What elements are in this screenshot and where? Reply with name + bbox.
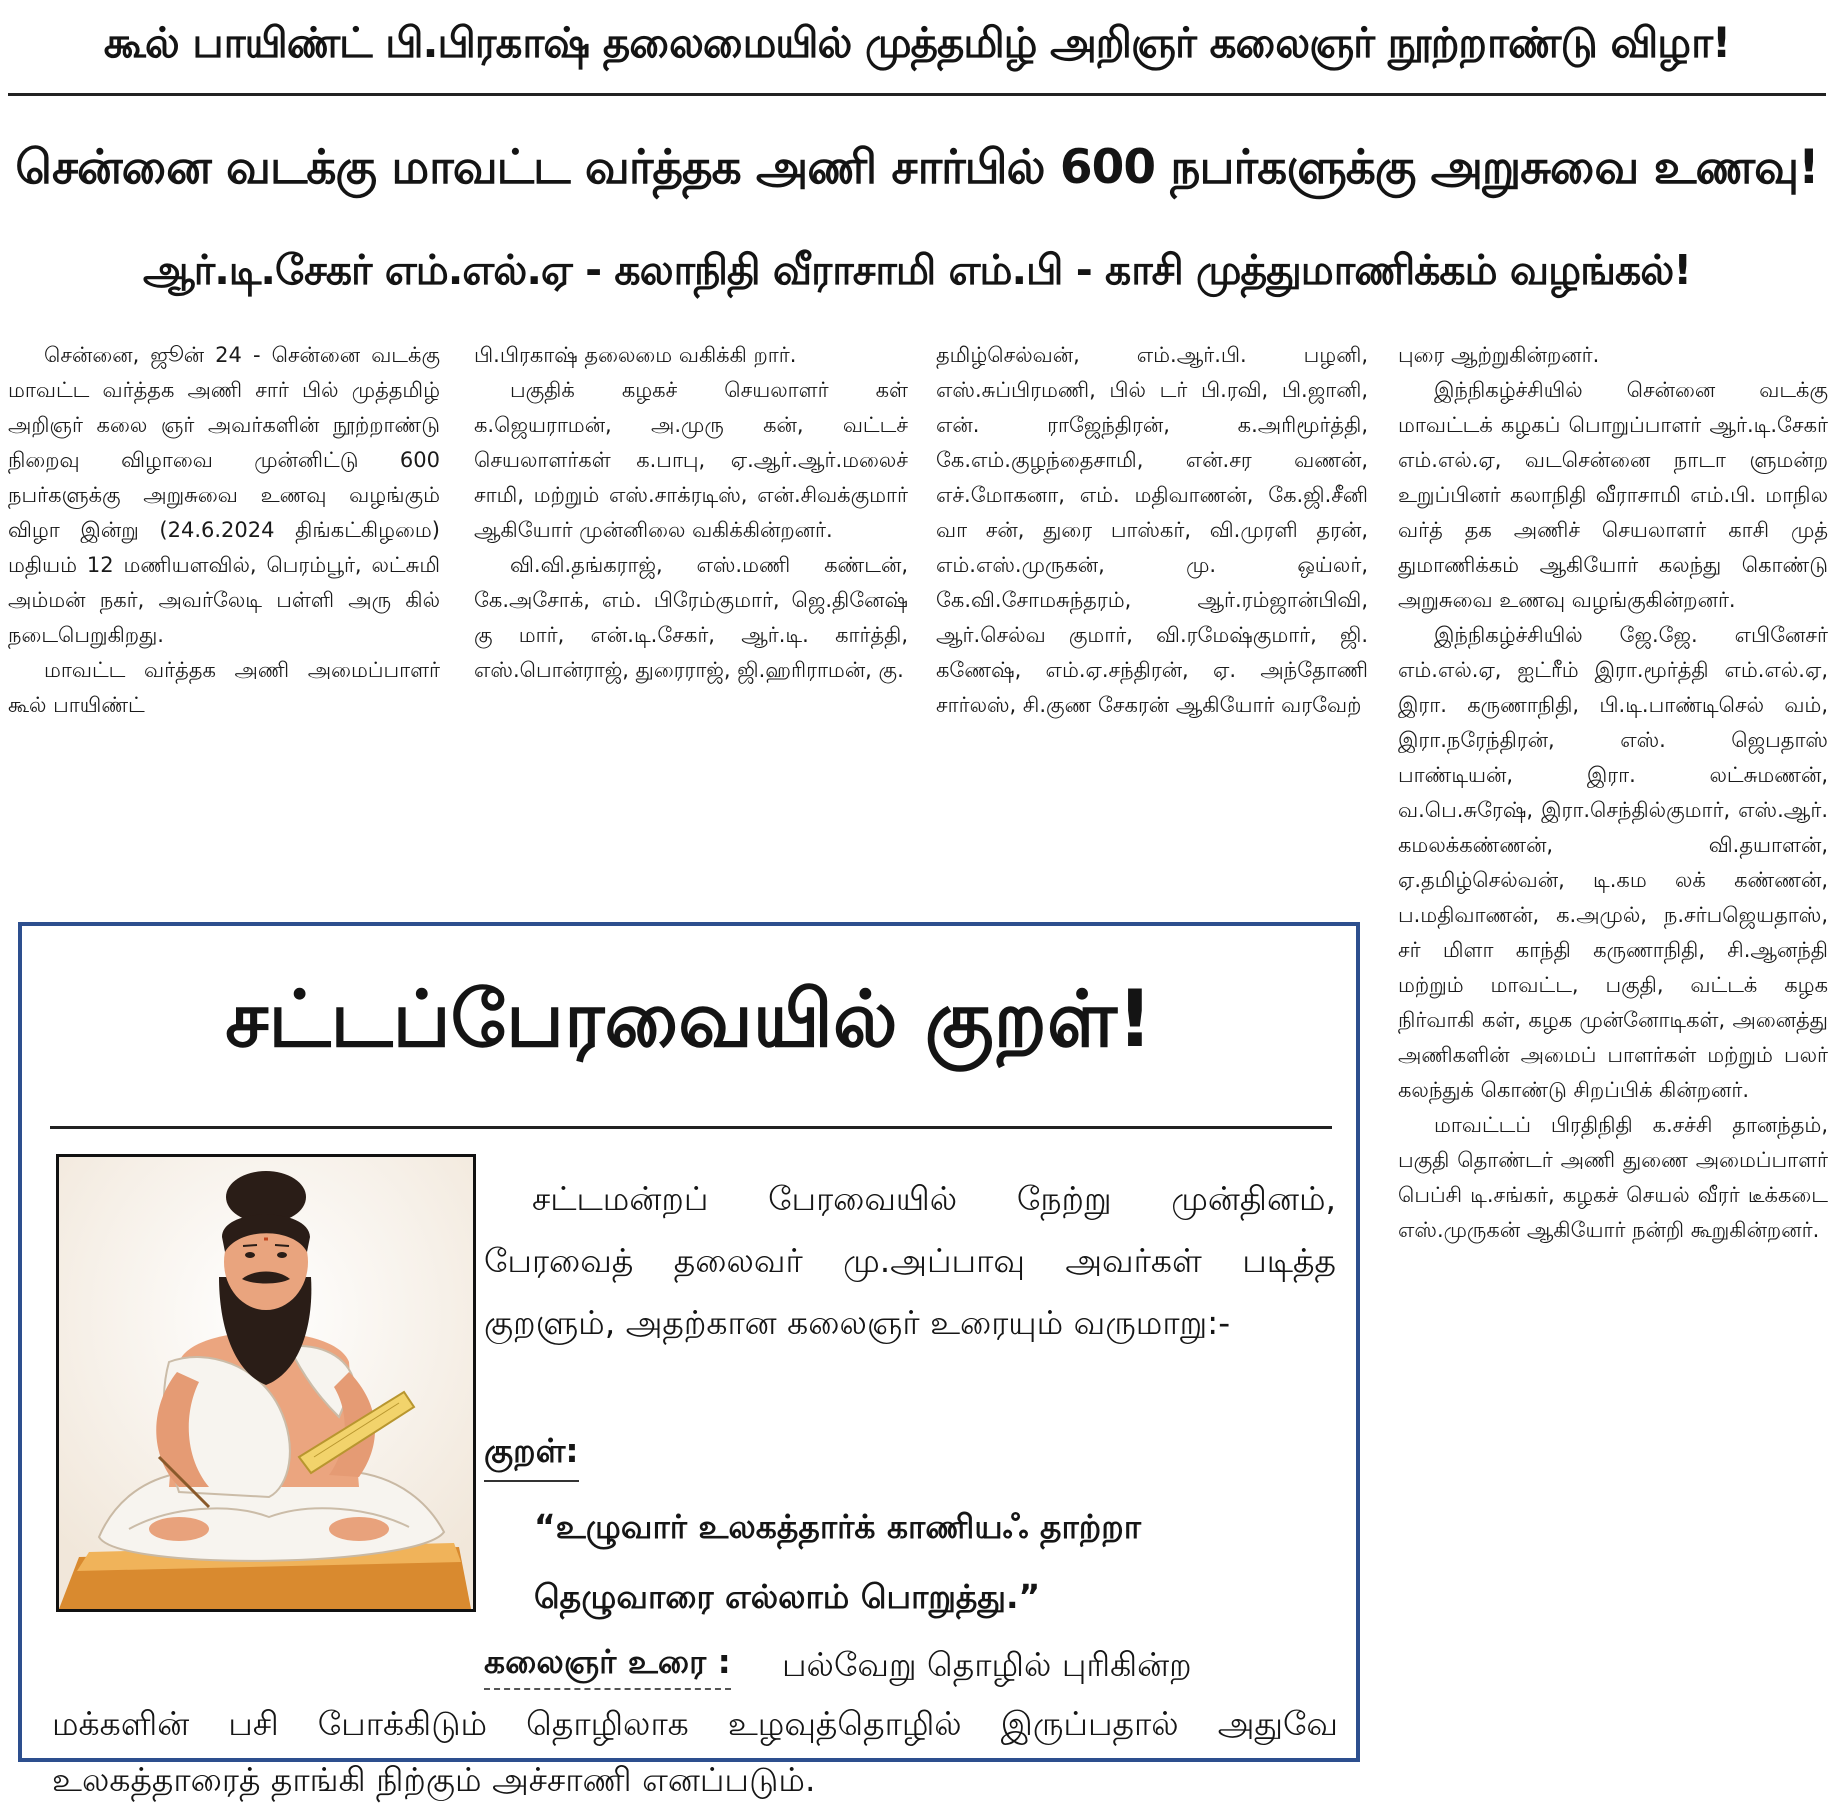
article-paragraph: இந்நிகழ்ச்சியில் ஜே.ஜே. எபினேசர் எம்.எல்.ஏ, ஐட்ரீம் இரா.மூர்த்தி எம்.எல்.ஏ, இரா. கருணாநிதி, பி.டி.பாண்டிசெல் வம், இரா.நரேந்திரன், எஸ். ஜெபதாஸ் பாண்டியன், இரா. லட்சுமணன், வ.பெ.சுரேஷ், இரா.செந்தில்குமார், எஸ்.ஆர். கமலக்கண்ணன், வி.தயாளன், ஏ.தமிழ்செல்வன், டி.கம லக் கண்ணன், ப.மதிவாணன், க.அமுல், ந.சர்பஜெயதாஸ், சர் மிளா காந்தி கருணாநிதி, சி.ஆனந்தி மற்றும் மாவட்ட, பகுதி, வட்டக் கழக நிர்வாகி கள், கழக முன்னோடிகள், அனைத்து அணிகளின் அமைப் பாளர்கள் மற்றும் பலர் கலந்துக் கொண்டு சிறப்பிக் கின்றனர்.: [1398, 623, 1828, 1102]
headline-top: கூல் பாயிண்ட் பி.பிரகாஷ் தலைமையில் முத்தமிழ் அறிஞர் கலைஞர் நூற்றாண்டு விழா!: [103, 18, 1731, 67]
article-paragraph: பி.பிரகாஷ் தலைமை வகிக்கி றார்.: [474, 343, 797, 367]
article-paragraph: புரை ஆற்றுகின்றனர்.: [1398, 343, 1600, 367]
article-column-2: [474, 338, 908, 898]
article-paragraph: மாவட்டப் பிரதிநிதி க.சச்சி தானந்தம், பகுதி தொண்டர் அணி துணை அமைப்பாளர் பெப்சி டி.சங்கர், கழகச் செயல் வீரர் டீக்கடை எஸ்.முருகன் ஆகியோர் நன்றி கூறுகின்றனர்.: [1398, 1113, 1828, 1242]
box-intro-text: சட்டமன்றப் பேரவையில் நேற்று முன்தினம், பேரவைத் தலைவர் மு.அப்பாவு அவர்கள் படித்த குறளும், அதற்கான கலைஞர் உரையும் வருமாறு:-: [484, 1179, 1336, 1342]
headline-main: சென்னை வடக்கு மாவட்ட வர்த்தக அணி சார்பில் 600 நபர்களுக்கு அறுசுவை உணவு!: [15, 140, 1819, 195]
headline-sub: ஆர்.டி.சேகர் எம்.எல்.ஏ - கலாநிதி வீராசாமி எம்.பி - காசி முத்துமாணிக்கம் வழங்கல்!: [142, 246, 1692, 294]
article-paragraph: சென்னை, ஜூன் 24 - சென்னை வடக்கு மாவட்ட வர்த்தக அணி சார் பில் முத்தமிழ் அறிஞர் கலை ஞர் அவர்களின் நூற்றாண்டு நிறைவு விழாவை முன்னிட்டு 600 நபர்களுக்கு அறுசுவை உணவு வழங்கும் விழா இன்று (24.6.2024 திங்கட்கிழமை) மதியம் 12 மணியளவில், பெரம்பூர், லட்சுமி அம்மன் நகர், அவர்லேடி பள்ளி அரு கில் நடைபெறுகிறது.: [8, 343, 440, 647]
article-paragraph: மாவட்ட வர்த்தக அணி அமைப்பாளர் கூல் பாயிண்ட்: [8, 658, 440, 717]
article-column-4: [1398, 338, 1828, 1770]
headline-divider: [8, 93, 1826, 96]
article-column-3: [936, 338, 1368, 898]
box-divider: [50, 1126, 1332, 1129]
urai-line-1: பல்வேறு தொழில் புரிகின்ற: [782, 1645, 1192, 1684]
article-paragraph: பகுதிக் கழகச் செயலாளர் கள் க.ஜெயராமன், அ.முரு கன், வட்டச் செயலாளர்கள் க.பாபு, ஏ.ஆர்.ஆர்.மலைச் சாமி, மற்றும் எஸ்.சாக்ரடிஸ், என்.சிவக்குமார் ஆகியோர் முன்னிலை வகிக்கின்றனர்.: [474, 378, 908, 542]
article-paragraph: தமிழ்செல்வன், எம்.ஆர்.பி. பழனி, எஸ்.சுப்பிரமணி, பில் டர் பி.ரவி, பி.ஜானி, என். ராஜேந்திரன், க.அரிமூர்த்தி, கே.எம்.குழந்தைசாமி, என்.சர வணன், எச்.மோகனா, எம். மதிவாணன், கே.ஜி.சீனி வா சன், துரை பாஸ்கர், வி.முரளி தரன், எம்.எஸ்.முருகன், மு. ஒய்லர், கே.வி.சோமசுந்தரம், ஆர்.ரம்ஜான்பிவி, ஆர்.செல்வ குமார், வி.ரமேஷ்குமார், ஜி. கணேஷ், எம்.ஏ.சந்திரன், ஏ. அந்தோணி சார்லஸ், சி.குண சேகரன் ஆகியோர் வரவேற்: [936, 343, 1368, 717]
article-paragraph: வி.வி.தங்கராஜ், எஸ்.மணி கண்டன், கே.அசோக், எம். பிரேம்குமார், ஜெ.தினேஷ் கு மார், என்.டி.சேகர், ஆர்.டி. கார்த்தி, எஸ்.பொன்ராஜ், துரைராஜ், ஜி.ஹரிராமன், கு.: [474, 553, 908, 682]
article-paragraph: இந்நிகழ்ச்சியில் சென்னை வடக்கு மாவட்டக் கழகப் பொறுப்பாளர் ஆர்.டி.சேகர் எம்.எல்.ஏ, வடசென்னை நாடா ளுமன்ற உறுப்பினர் கலாநிதி வீராசாமி எம்.பி. மாநில வர்த் தக அணிச் செயலாளர் காசி முத் துமாணிக்கம் ஆகியோர் கலந்து கொண்டு அறுசுவை உணவு வழங்குகின்றனர்.: [1398, 378, 1828, 612]
kural-line-2: தெழுவாரை எல்லாம் பொறுத்து.”: [534, 1577, 1041, 1616]
article-column-1: [8, 338, 440, 898]
box-intro: [484, 1168, 1336, 1354]
kural-line-1: “உழுவார் உலகத்தார்க் காணியஃ தாற்றா: [534, 1507, 1141, 1546]
box-title: சட்டப்பேரவையில் குறள்!: [225, 975, 1153, 1065]
urai-label: கலைஞர் உரை :: [484, 1638, 731, 1690]
thiruvalluvar-portrait-icon: [56, 1154, 476, 1612]
kural-box: [18, 922, 1360, 1799]
urai-text: மக்களின் பசி போக்கிடும் தொழிலாக உழவுத்தொழில் இருப்பதால் அதுவே உலகத்தாரைத் தாங்கி நிற்கும் அச்சாணி எனப்படும்.: [52, 1704, 1338, 1799]
kural-label: குறள்:: [484, 1426, 579, 1482]
